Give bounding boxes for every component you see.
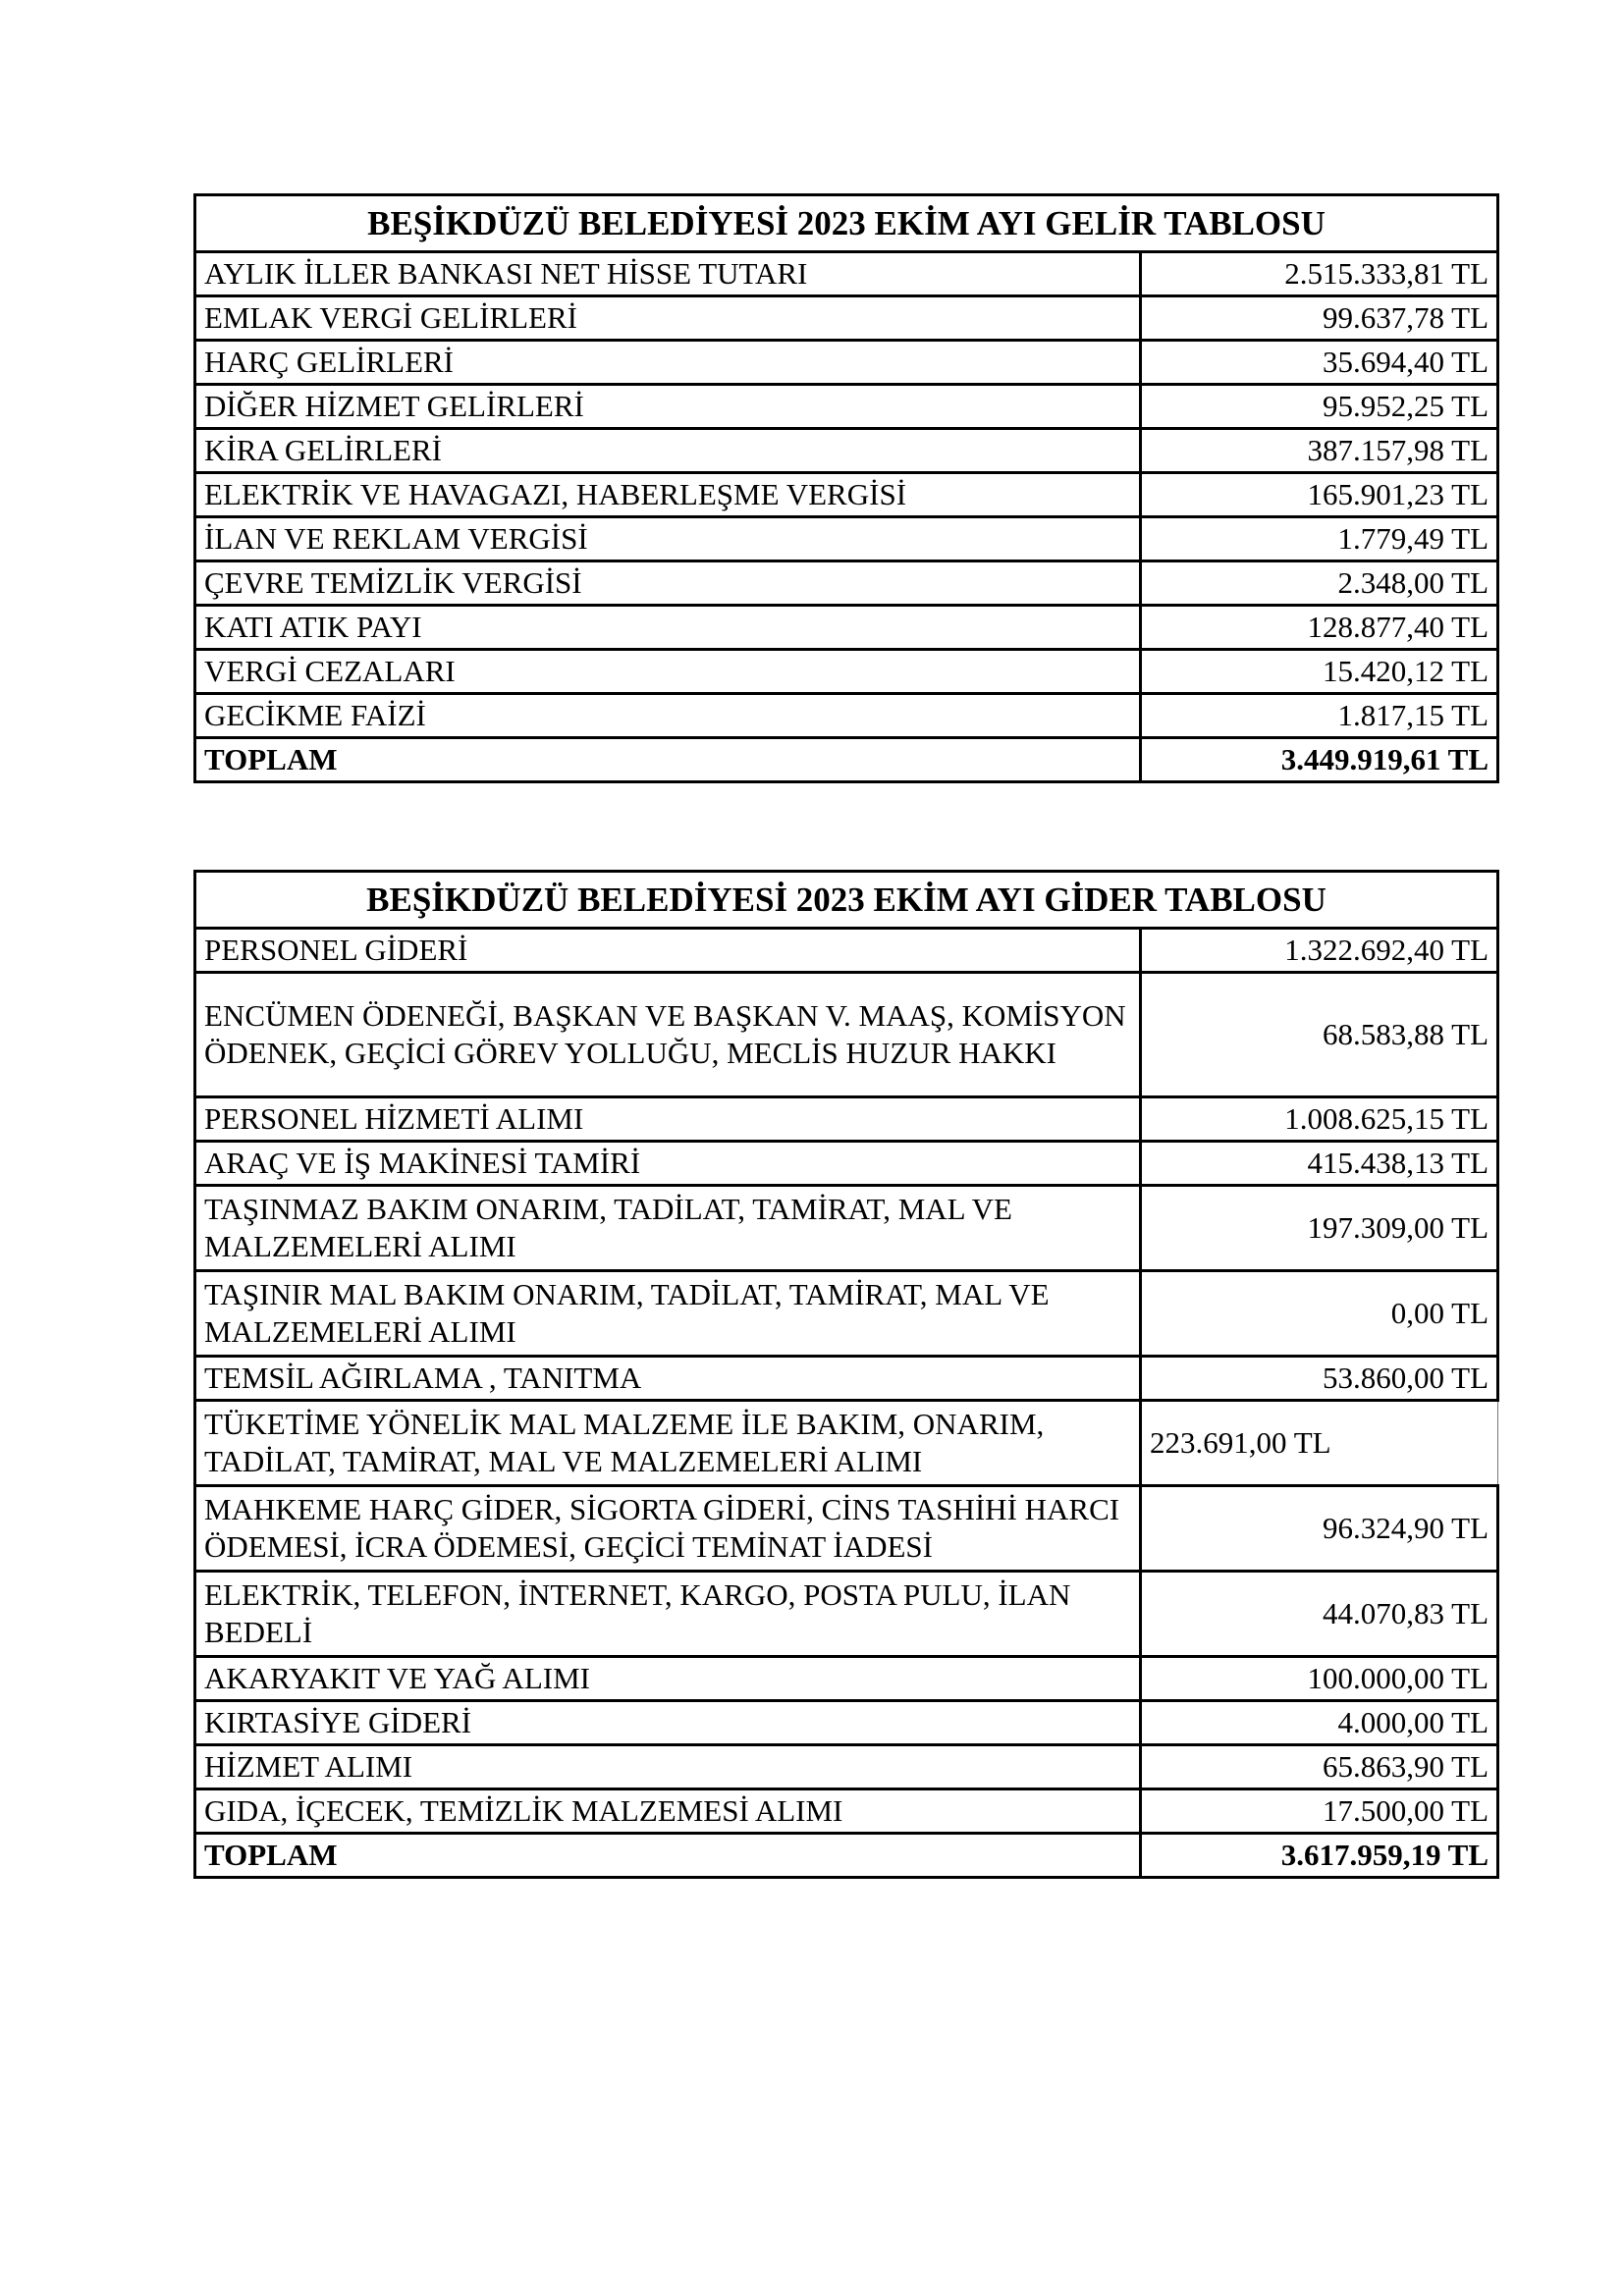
row-label: EMLAK VERGİ GELİRLERİ [195,296,1141,341]
table-row [195,973,1498,1097]
row-amount: 165.901,23 TL [1141,473,1498,517]
total-row [195,738,1498,782]
row-label: TAŞINMAZ BAKIM ONARIM, TADİLAT, TAMİRAT, MAL VE MALZEMELERİ ALIMI [195,1186,1141,1271]
row-label: HARÇ GELİRLERİ [195,341,1141,385]
income-table-title: BEŞİKDÜZÜ BELEDİYESİ 2023 EKİM AYI GELİR TABLOSU [195,195,1498,252]
table-row [195,1401,1498,1486]
row-amount: 197.309,00 TL [1141,1186,1498,1271]
table-row [195,429,1498,473]
row-amount: 53.860,00 TL [1141,1357,1498,1401]
row-label: HİZMET ALIMI [195,1745,1141,1789]
table-row [195,694,1498,738]
row-label: ELEKTRİK VE HAVAGAZI, HABERLEŞME VERGİSİ [195,473,1141,517]
table-row [195,517,1498,561]
table-row [195,1142,1498,1186]
row-label: TAŞINIR MAL BAKIM ONARIM, TADİLAT, TAMİRAT, MAL VE MALZEMELERİ ALIMI [195,1271,1141,1357]
table-row [195,1745,1498,1789]
row-label: KIRTASİYE GİDERİ [195,1701,1141,1745]
table-row [195,1701,1498,1745]
table-row [195,1789,1498,1834]
row-label: PERSONEL HİZMETİ ALIMI [195,1097,1141,1142]
total-row [195,1834,1498,1878]
row-label: KİRA GELİRLERİ [195,429,1141,473]
table-row [195,473,1498,517]
row-amount: 99.637,78 TL [1141,296,1498,341]
expense-table-header [195,872,1498,929]
row-label: İLAN VE REKLAM VERGİSİ [195,517,1141,561]
row-amount: 2.515.333,81 TL [1141,252,1498,296]
row-label: ELEKTRİK, TELEFON, İNTERNET, KARGO, POSTA PULU, İLAN BEDELİ [195,1572,1141,1657]
table-row [195,341,1498,385]
table-row [195,1572,1498,1657]
income-table [193,193,1499,783]
row-amount: 4.000,00 TL [1141,1701,1498,1745]
row-label: TEMSİL AĞIRLAMA , TANITMA [195,1357,1141,1401]
row-amount: 1.008.625,15 TL [1141,1097,1498,1142]
total-amount: 3.449.919,61 TL [1141,738,1498,782]
row-label: AYLIK İLLER BANKASI NET HİSSE TUTARI [195,252,1141,296]
row-amount: 1.779,49 TL [1141,517,1498,561]
row-label: ENCÜMEN ÖDENEĞİ, BAŞKAN VE BAŞKAN V. MAAŞ, KOMİSYON ÖDENEK, GEÇİCİ GÖREV YOLLUĞU, MECLİS HUZUR HAKKI [195,973,1141,1097]
row-label: ARAÇ VE İŞ MAKİNESİ TAMİRİ [195,1142,1141,1186]
table-row [195,296,1498,341]
table-row [195,561,1498,606]
row-amount: 96.324,90 TL [1141,1486,1498,1572]
row-label: AKARYAKIT VE YAĞ ALIMI [195,1657,1141,1701]
row-label: KATI ATIK PAYI [195,606,1141,650]
row-amount: 65.863,90 TL [1141,1745,1498,1789]
row-amount: 100.000,00 TL [1141,1657,1498,1701]
table-row [195,252,1498,296]
row-amount: 15.420,12 TL [1141,650,1498,694]
row-label: ÇEVRE TEMİZLİK VERGİSİ [195,561,1141,606]
table-row [195,385,1498,429]
row-label: DİĞER HİZMET GELİRLERİ [195,385,1141,429]
income-table-header [195,195,1498,252]
expense-table-title: BEŞİKDÜZÜ BELEDİYESİ 2023 EKİM AYI GİDER TABLOSU [195,872,1498,929]
row-amount: 68.583,88 TL [1141,973,1498,1097]
table-row [195,1657,1498,1701]
row-amount: 0,00 TL [1141,1271,1498,1357]
table-row [195,929,1498,973]
table-row [195,1357,1498,1401]
row-label: TÜKETİME YÖNELİK MAL MALZEME İLE BAKIM, ONARIM, TADİLAT, TAMİRAT, MAL VE MALZEMELERİ ALIMI [195,1401,1141,1486]
row-label: MAHKEME HARÇ GİDER, SİGORTA GİDERİ, CİNS TASHİHİ HARCI ÖDEMESİ, İCRA ÖDEMESİ, GEÇİCİ TEMİNAT İADESİ [195,1486,1141,1572]
table-row [195,650,1498,694]
table-row [195,1186,1498,1271]
expense-table [193,870,1499,1879]
total-label: TOPLAM [195,738,1141,782]
table-row [195,606,1498,650]
table-row [195,1097,1498,1142]
row-label: VERGİ CEZALARI [195,650,1141,694]
row-amount: 44.070,83 TL [1141,1572,1498,1657]
row-amount: 2.348,00 TL [1141,561,1498,606]
row-label: GECİKME FAİZİ [195,694,1141,738]
row-amount: 223.691,00 TL [1141,1401,1498,1486]
row-amount: 415.438,13 TL [1141,1142,1498,1186]
row-label: PERSONEL GİDERİ [195,929,1141,973]
row-amount: 95.952,25 TL [1141,385,1498,429]
row-label: GIDA, İÇECEK, TEMİZLİK MALZEMESİ ALIMI [195,1789,1141,1834]
total-label: TOPLAM [195,1834,1141,1878]
table-row [195,1486,1498,1572]
table-row [195,1271,1498,1357]
row-amount: 17.500,00 TL [1141,1789,1498,1834]
row-amount: 1.817,15 TL [1141,694,1498,738]
row-amount: 35.694,40 TL [1141,341,1498,385]
row-amount: 387.157,98 TL [1141,429,1498,473]
row-amount: 128.877,40 TL [1141,606,1498,650]
row-amount: 1.322.692,40 TL [1141,929,1498,973]
total-amount: 3.617.959,19 TL [1141,1834,1498,1878]
